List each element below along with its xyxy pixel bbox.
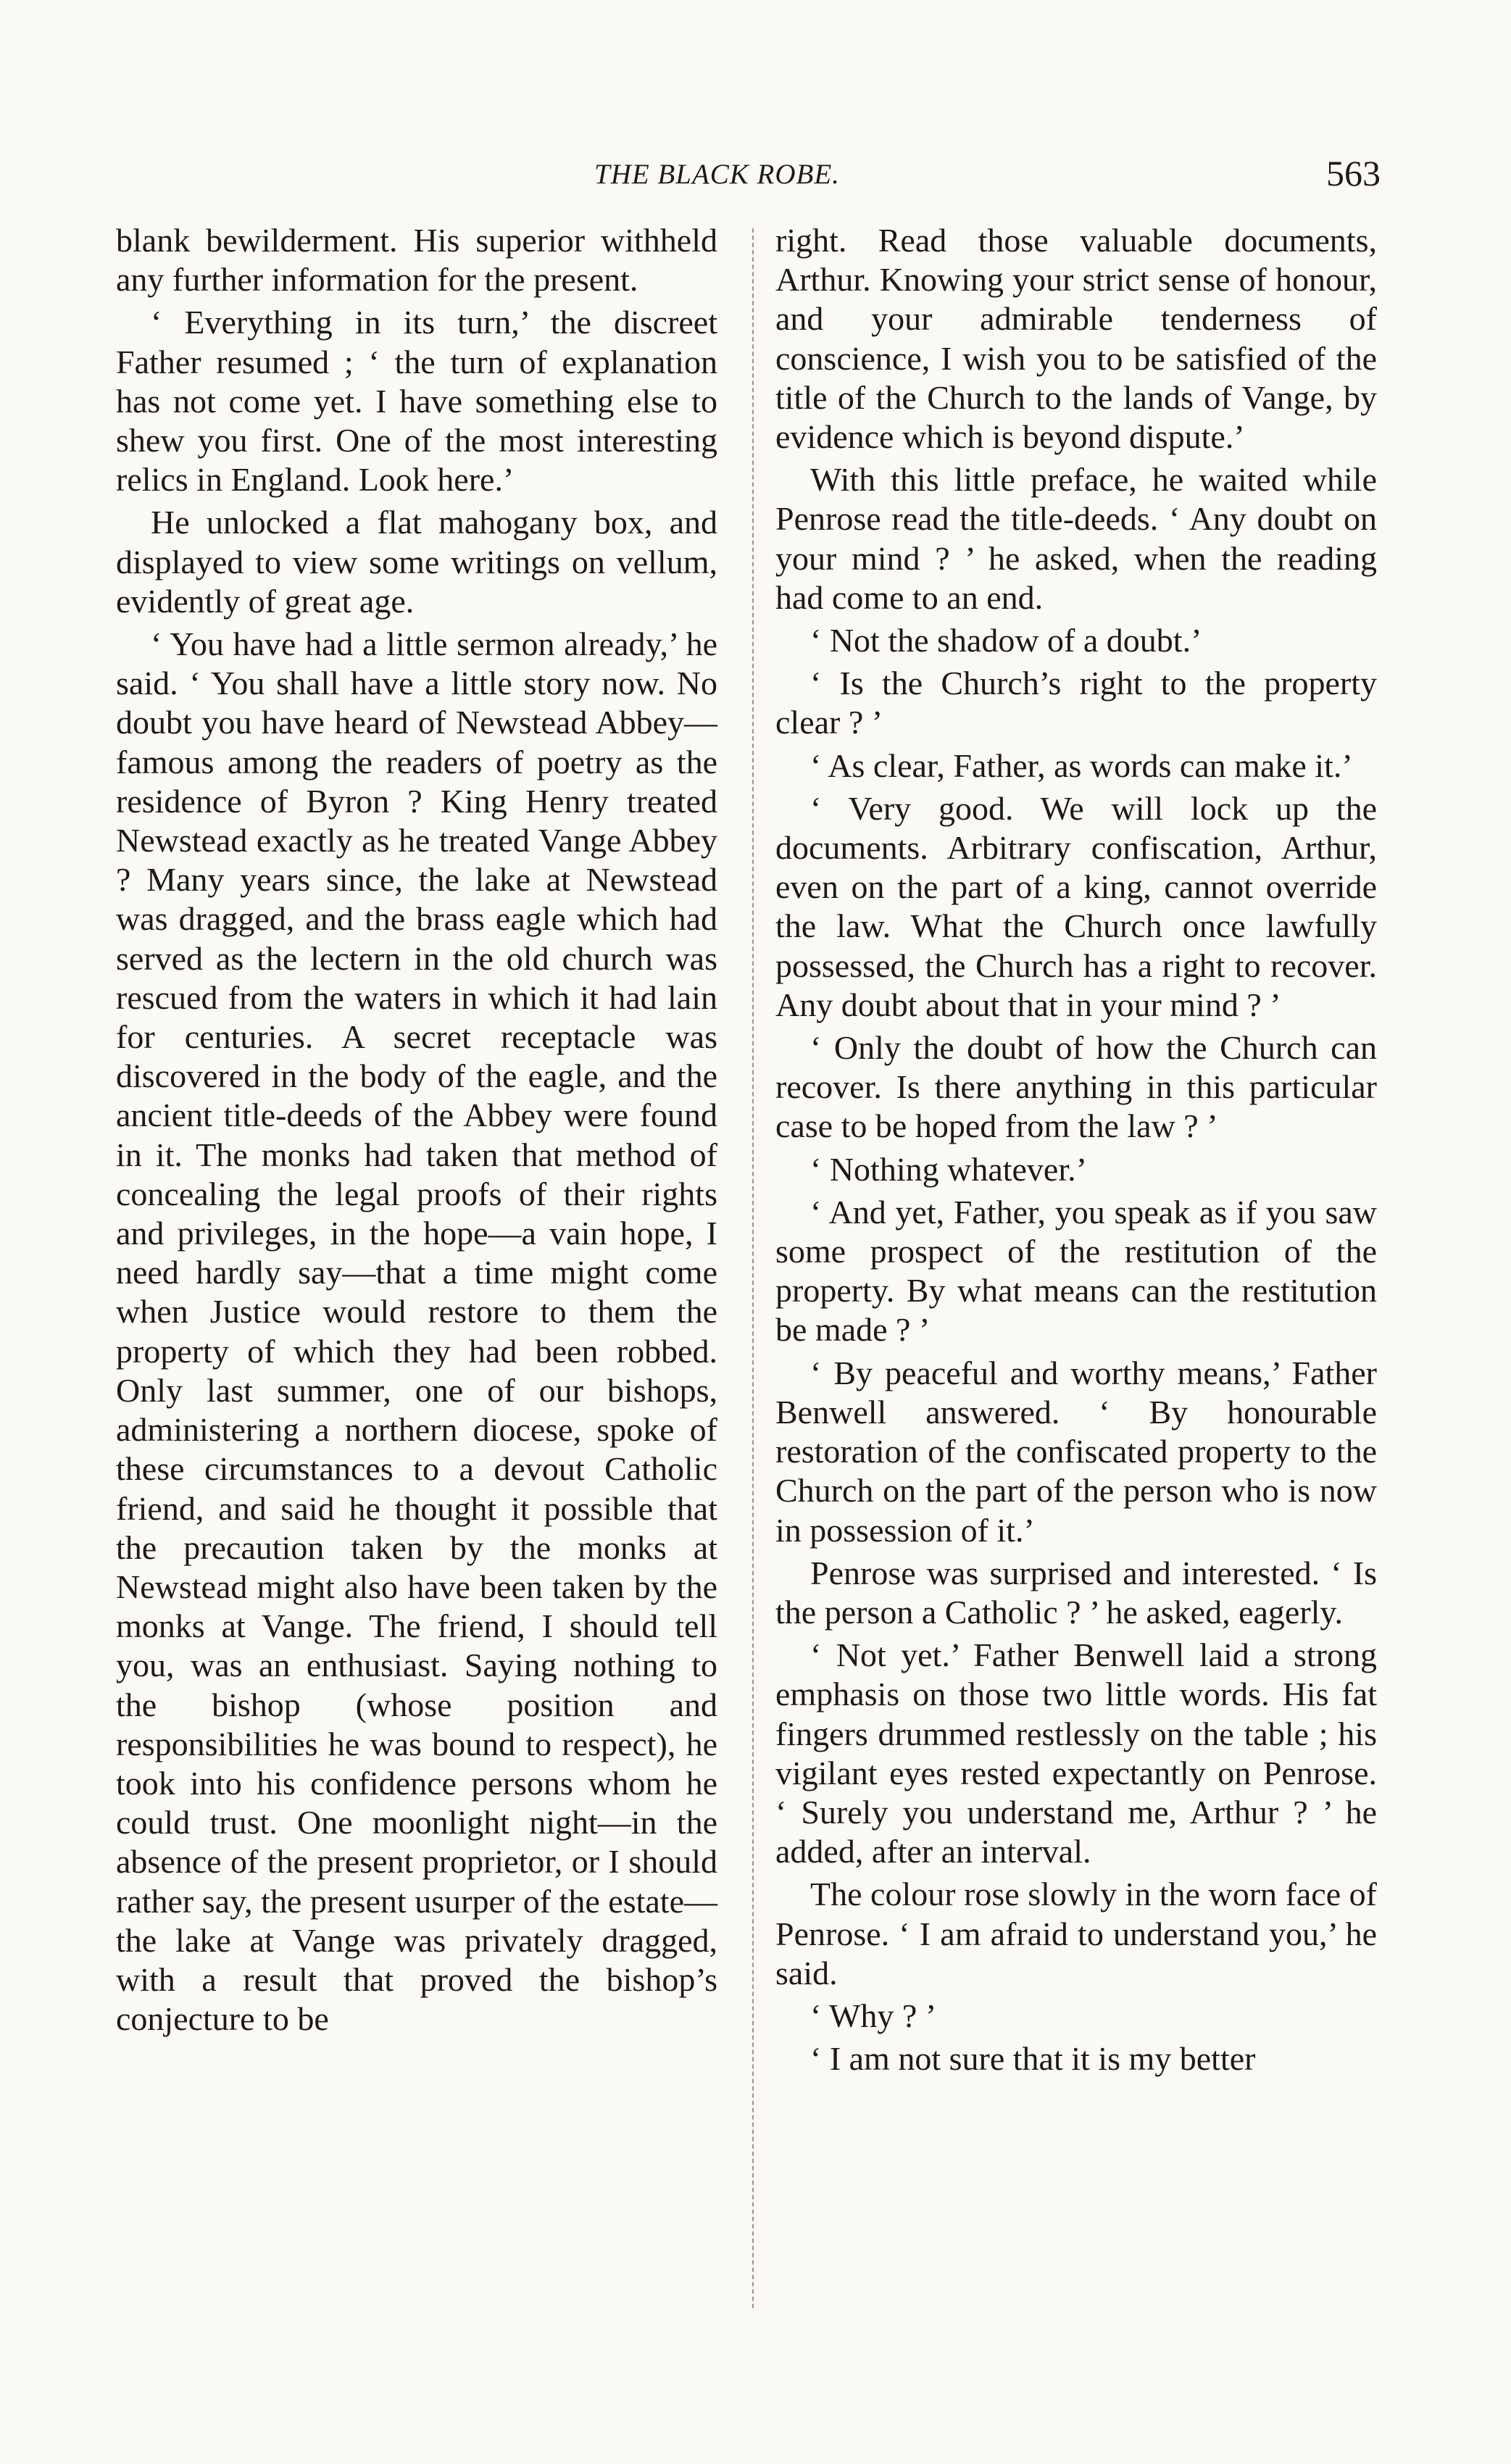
paragraph: Penrose was surprised and interested. ‘ Is the person a Catholic ? ’ he asked, eagerly. — [775, 1554, 1377, 1631]
paragraph: ‘ By peaceful and worthy means,’ Father Benwell answered. ‘ By honourable restoration of the confiscated property to the Church on the part of the person who is now in possession of it.’ — [775, 1354, 1377, 1549]
paragraph: ‘ Why ? ’ — [810, 1997, 937, 2034]
paragraph: With this little preface, he waited while Penrose read the title-deeds. ‘ Any doubt on your mind ? ’ he asked, when the reading had come to an end. — [775, 461, 1377, 616]
paragraph: ‘ Is the Church’s right to the property clear ? ’ — [775, 665, 1377, 741]
paragraph: ‘ And yet, Father, you speak as if you saw some prospect of the restitution of the property. By what means can the restitution be made ? ’ — [775, 1193, 1377, 1349]
paragraph: ‘ You have had a little sermon already,’ he said. ‘ You shall have a little story now. No doubt you have heard of Newstead Abbey—famous among the readers of poetry as the residence of Byron ? King Henry treated Newstead exactly as he treated Vange Abbey ? Many years since, the lake at Newstead was dragged, and the brass eagle which had served as the lectern in the old church was rescued from the waters in which it had lain for centuries. A secret receptacle was discovered in the body of the eagle, and the ancient title-deeds of the Abbey were found in it. The monks had taken that method of concealing the legal proofs of their rights and privileges, in the hope—a vain hope, I need hardly say—that a time might come when Justice would restore to them the property of which they had been robbed. Only last summer, one of our bishops, administering a northern diocese, spoke of these circumstances to a devout Catholic friend, and said he thought it possible that the precaution taken by the monks at Newstead might also have been taken by the monks at Vange. The friend, I should tell you, was an enthusiast. Saying nothing to the bishop (whose position and responsibilities he was bound to respect), he took into his confidence persons whom he could trust. One moonlight night—in the absence of the present proprietor, or I should rather say, the present usurper of the estate—the lake at Vange was privately dragged, with a result that proved the bishop’s conjecture to be — [116, 625, 717, 2038]
paragraph: ‘ Very good. We will lock up the documents. Arbitrary confiscation, Arthur, even on the part of a king, cannot override the law. What the Church once lawfully possessed, the Church has a right to recover. Any doubt about that in your mind ? ’ — [775, 789, 1377, 1023]
paragraph: ‘ As clear, Father, as words can make it.’ — [810, 746, 1353, 784]
paragraph: ‘ I am not sure that it is my better — [810, 2040, 1256, 2078]
column-divider — [752, 228, 754, 2308]
paragraph: ‘ Not yet.’ Father Benwell laid a strong emphasis on those two little words. His fat fingers drummed restlessly on the table ; his vigilant eyes rested expectantly on Penrose. ‘ Surely you understand me, Arthur ? ’ he added, after an interval. — [775, 1636, 1377, 1870]
paragraph: right. Read those valuable documents, Arthur. Knowing your strict sense of honour, and your admirable tenderness of conscience, I wish you to be satisfied of the title of the Church to the lands of Vange, by evidence which is beyond dispute.’ — [775, 222, 1377, 456]
paragraph: The colour rose slowly in the worn face of Penrose. ‘ I am afraid to understand you,’ he said. — [775, 1876, 1377, 1991]
paragraph: ‘ Everything in its turn,’ the discreet Father resumed ; ‘ the turn of explanation has not come yet. I have something else to shew you first. One of the most interesting relics in England. Look here.’ — [116, 304, 717, 499]
left-column — [116, 221, 717, 2042]
running-head — [0, 153, 1511, 209]
paragraph: He unlocked a flat mahogany box, and displayed to view some writings on vellum, evidently of great age. — [116, 504, 717, 620]
paragraph: ‘ Not the shadow of a doubt.’ — [810, 622, 1202, 659]
right-column — [775, 221, 1377, 2082]
running-title: THE BLACK ROBE. — [594, 159, 840, 190]
paragraph: blank bewilderment. His superior withheld any further information for the present. — [116, 222, 717, 299]
page-number: 563 — [1326, 153, 1381, 193]
paragraph: ‘ Nothing whatever.’ — [810, 1150, 1087, 1188]
paragraph: ‘ Only the doubt of how the Church can recover. Is there anything in this particular case to be hoped from the law ? ’ — [775, 1029, 1377, 1145]
